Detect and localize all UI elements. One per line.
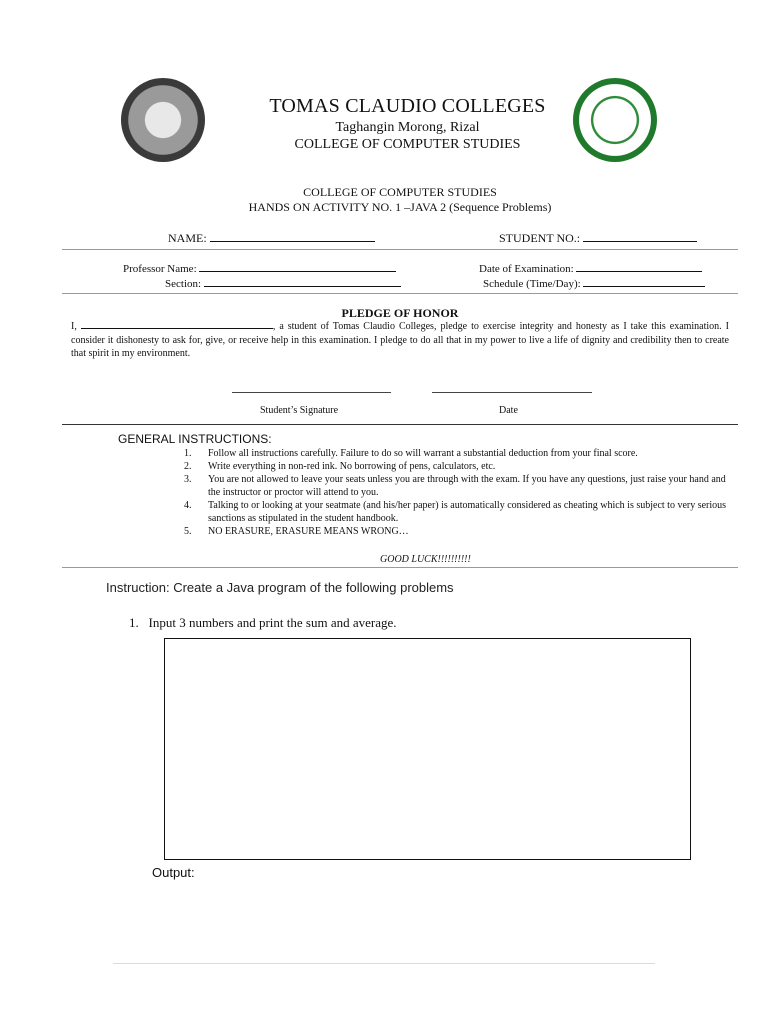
- schedule-blank[interactable]: [583, 275, 705, 287]
- question-text: Input 3 numbers and print the sum and average.: [148, 615, 397, 630]
- signature-line[interactable]: [232, 392, 391, 393]
- general-instructions-title: GENERAL INSTRUCTIONS:: [118, 432, 272, 446]
- schedule-label: Schedule (Time/Day):: [483, 278, 581, 290]
- name-blank[interactable]: [210, 230, 375, 242]
- divider: [62, 567, 738, 568]
- date-exam-field[interactable]: [479, 260, 702, 275]
- schedule-field[interactable]: [483, 275, 705, 290]
- output-label: Output:: [152, 865, 195, 880]
- activity-title: HANDS ON ACTIVITY NO. 1 –JAVA 2 (Sequence Problems): [248, 200, 552, 214]
- divider: [62, 293, 738, 294]
- student-no-field[interactable]: [499, 230, 697, 246]
- name-field[interactable]: [168, 230, 375, 246]
- pledge-prefix: I,: [71, 321, 77, 332]
- activity-college: COLLEGE OF COMPUTER STUDIES: [303, 185, 497, 199]
- date-exam-blank[interactable]: [576, 260, 702, 272]
- professor-label: Professor Name:: [123, 263, 197, 275]
- date-line[interactable]: [432, 392, 592, 393]
- pledge-name-blank[interactable]: [81, 319, 273, 329]
- section-field[interactable]: [165, 275, 401, 290]
- professor-blank[interactable]: [199, 260, 396, 272]
- divider: [62, 424, 738, 425]
- divider: [62, 249, 738, 250]
- pledge-paragraph: [71, 319, 729, 361]
- professor-field[interactable]: [123, 260, 396, 275]
- list-item: 1. Follow all instructions carefully. Failure to do so will warrant a substantial deduction from your final score.: [184, 448, 638, 459]
- school-title: TOMAS CLAUDIO COLLEGES: [269, 95, 546, 117]
- student-no-label: STUDENT NO.:: [499, 231, 581, 245]
- list-item: 2. Write everything in non-red ink. No borrowing of pens, calculators, etc.: [184, 461, 496, 472]
- question-1: [129, 615, 397, 631]
- pledge-text: , a student of Tomas Claudio Colleges, pledge to exercise integrity and honesty as I take this examination. I consider it dishonesty to ask for, give, or receive help in this examination. I pledge to do all that in my power to live a life of dignity and credibility then to create that spirit in my environment.: [71, 321, 730, 359]
- signature-label: Student’s Signature: [260, 405, 339, 416]
- school-address: Taghangin Morong, Rizal: [335, 120, 480, 135]
- list-item: 3. You are not allowed to leave your seats unless you are through with the exam. If you have any questions, just raise your hand and the instructor or proctor will attend to you.: [184, 474, 726, 498]
- page-footer-line: [113, 963, 655, 964]
- date-exam-label: Date of Examination:: [479, 263, 574, 275]
- college-name: COLLEGE OF COMPUTER STUDIES: [294, 137, 521, 152]
- pledge-title: PLEDGE OF HONOR: [341, 306, 459, 320]
- general-instructions-list: [184, 447, 729, 538]
- list-item: 5. NO ERASURE, ERASURE MEANS WRONG…: [184, 526, 409, 537]
- student-no-blank[interactable]: [583, 230, 697, 242]
- list-item: 4. Talking to or looking at your seatmate (and his/her paper) is automatically considered as cheating which is subject to very serious sanctions as stipulated in the student handbook.: [184, 500, 727, 524]
- question-number: 1.: [129, 615, 139, 630]
- date-label: Date: [499, 405, 518, 416]
- section-blank[interactable]: [204, 275, 401, 287]
- problem-instruction: Instruction: Create a Java program of the following problems: [106, 580, 454, 595]
- good-luck-text: GOOD LUCK!!!!!!!!!!: [380, 554, 471, 565]
- section-label: Section:: [165, 278, 202, 290]
- name-label: NAME:: [168, 231, 207, 245]
- answer-box[interactable]: [164, 638, 691, 860]
